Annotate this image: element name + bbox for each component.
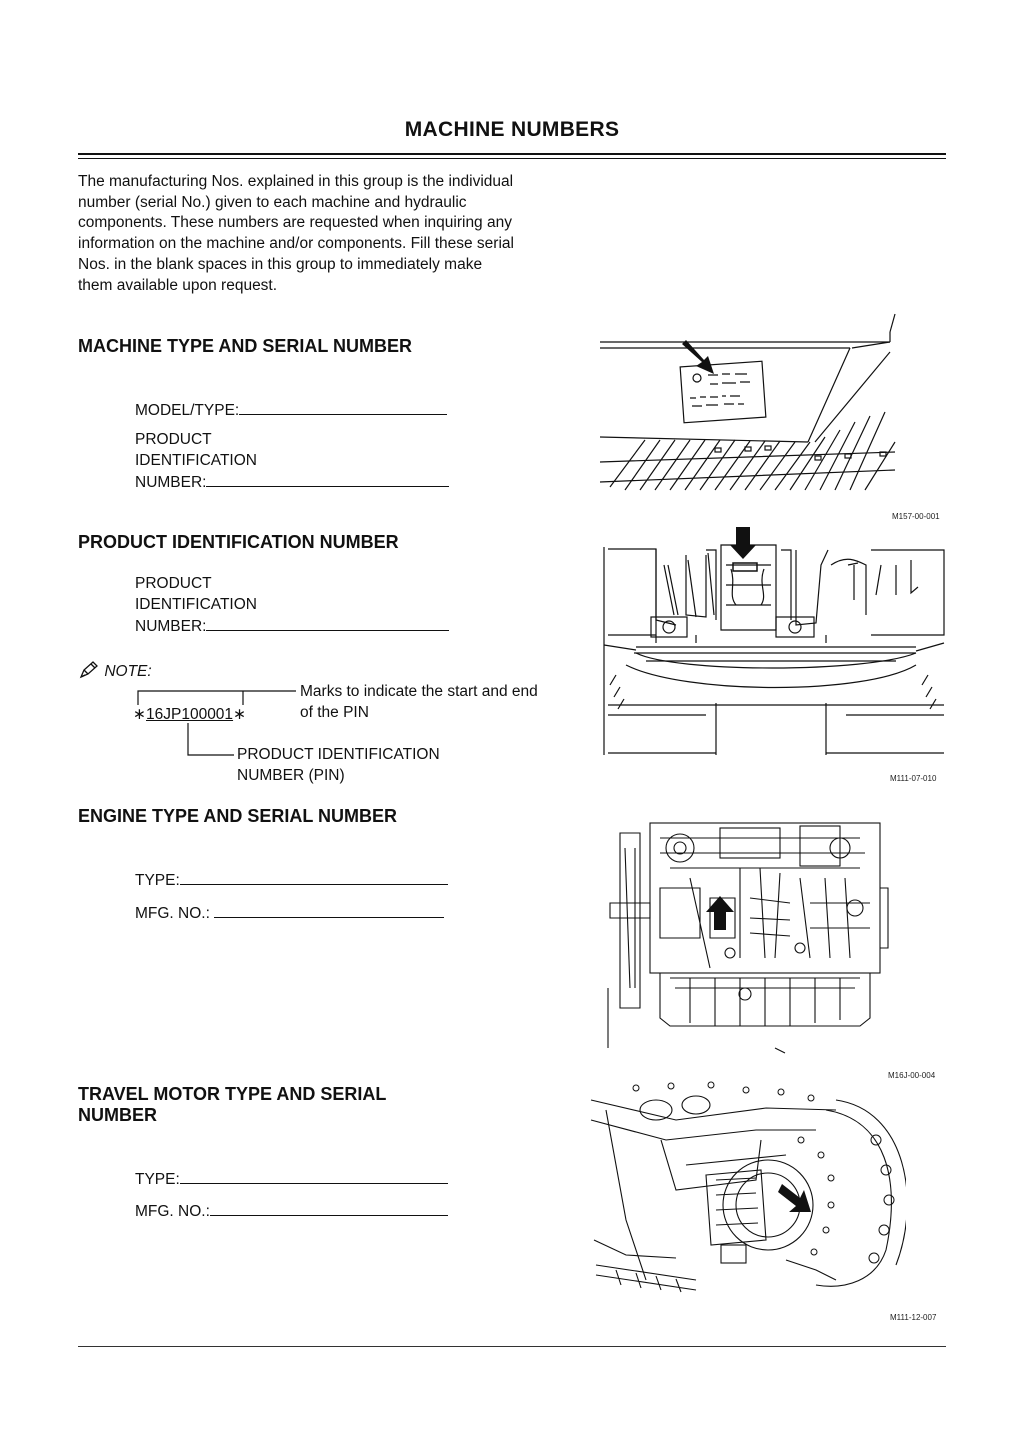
pin-explanation-line1: PRODUCT IDENTIFICATION [237,746,440,763]
figure-label-nameplate: M157-00-001 [892,512,940,521]
engine-type-label: TYPE: [135,872,180,889]
travel-mfg-field [135,1200,448,1223]
footer-rule [78,1346,946,1347]
intro-paragraph: The manufacturing Nos. explained in this group is the individual number (serial No.) given to each machine and hydraulic components. These numbers are requested when inquiring any information on the machine and/or components. Fill these serial Nos. in the blank spaces in this group to immediately make them available upon request. [78,173,514,294]
travel-motor-heading-line2: NUMBER [78,1105,157,1125]
page-title: MACHINE NUMBERS [404,118,620,141]
marks-explanation: Marks to indicate the start and end of the PIN [300,683,538,721]
pin-location-illustration [596,525,950,765]
engine-illustration [600,808,890,1058]
figure-label-travel-motor: M111-12-007 [890,1313,937,1322]
model-type-field [135,399,447,422]
pin-end-mark: ∗ [233,706,247,723]
pin-example-code: 16JP100001 [146,706,234,723]
travel-motor-illustration [586,1080,906,1300]
model-type-blank[interactable] [239,399,447,415]
figure-label-pin: M111-07-010 [890,774,937,783]
pin-label-line1: PRODUCT [135,575,212,592]
pin-label-line2: IDENTIFICATION [135,595,257,613]
pencil-note-icon [78,660,100,680]
pin-explanation-line2: NUMBER (PIN) [237,766,345,784]
note [78,660,152,681]
pin-blank[interactable] [206,615,449,631]
pin-field [135,574,449,638]
pin-heading: PRODUCT IDENTIFICATION NUMBER [78,532,399,552]
engine-heading: ENGINE TYPE AND SERIAL NUMBER [78,806,398,826]
pin-start-mark: ∗ [133,706,146,723]
engine-mfg-blank[interactable] [214,902,444,918]
machine-pin-label-line2: IDENTIFICATION [135,451,257,469]
model-type-label: MODEL/TYPE: [135,402,240,419]
travel-type-label: TYPE: [135,1171,180,1188]
pin-label-line3: NUMBER: [135,618,207,636]
engine-type-blank[interactable] [180,869,448,885]
note-label: NOTE: [104,663,152,680]
machine-pin-label-line3: NUMBER: [135,474,207,492]
pin-explanation [237,745,477,786]
machine-type-heading: MACHINE TYPE AND SERIAL NUMBER [78,336,413,356]
title-rule-thin [78,158,946,159]
machine-pin-label-line1: PRODUCT [135,431,212,448]
travel-mfg-blank[interactable] [210,1200,448,1216]
travel-motor-heading [78,1084,386,1126]
pin-example [133,705,246,724]
engine-mfg-label: MFG. NO.: [135,905,210,922]
travel-type-field [135,1168,448,1191]
title-rule [78,153,946,155]
nameplate-illustration [590,312,950,502]
figure-label-engine: M16J-00-004 [888,1071,936,1080]
engine-mfg-field [135,902,444,925]
engine-type-field [135,869,448,892]
travel-motor-heading-line1: TRAVEL MOTOR TYPE AND SERIAL [78,1084,387,1104]
travel-type-blank[interactable] [180,1168,448,1184]
machine-pin-field [135,430,449,494]
travel-mfg-label: MFG. NO.: [135,1203,210,1220]
machine-pin-blank[interactable] [206,471,449,487]
